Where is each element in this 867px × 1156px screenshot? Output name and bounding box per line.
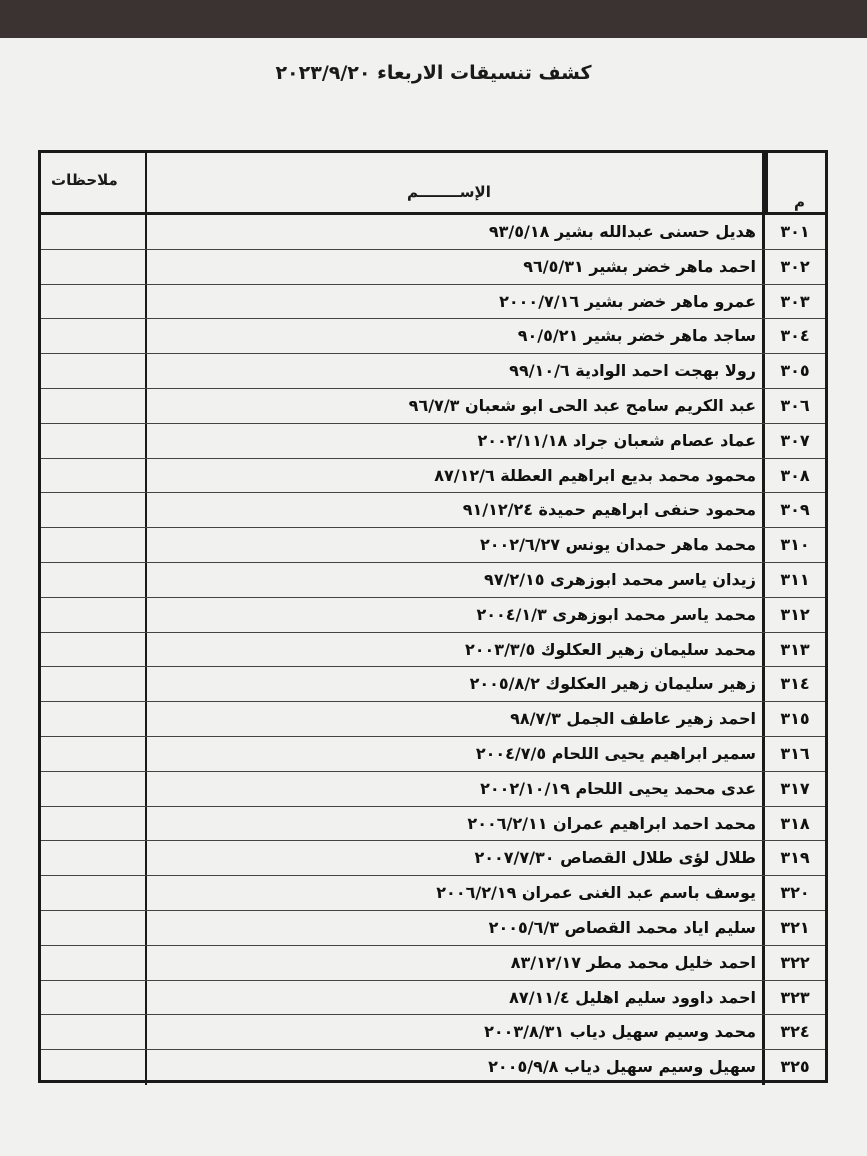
name-cell: محمود محمد بديع ابراهيم العطلة ٨٧/١٢/٦ (145, 459, 765, 493)
number-cell: ٣١٤ (780, 674, 810, 694)
table-row (41, 737, 825, 772)
name-cell: محمد احمد ابراهيم عمران ٢٠٠٦/٢/١١ (145, 807, 765, 841)
table-row (41, 702, 825, 737)
notes-cell (41, 667, 145, 701)
number-cell: ٣١٩ (780, 848, 810, 868)
notes-cell (41, 841, 145, 875)
table-row (41, 459, 825, 494)
notes-cell (41, 250, 145, 284)
names-table (38, 150, 828, 1083)
table-row (41, 424, 825, 459)
table-row (41, 528, 825, 563)
number-cell: ٣١٦ (780, 743, 810, 763)
table-row (41, 285, 825, 320)
name-cell: محمد سليمان زهير العكلوك ٢٠٠٣/٣/٥ (145, 633, 765, 667)
number-cell: ٣٠٤ (780, 326, 810, 346)
number-cell: ٣١٨ (780, 813, 810, 833)
notes-cell (41, 772, 145, 806)
name-cell: احمد ماهر خضر بشير ٩٦/٥/٣١ (145, 250, 765, 284)
table-row (41, 493, 825, 528)
name-cell: سليم اياد محمد القصاص ٢٠٠٥/٦/٣ (145, 911, 765, 945)
name-cell: محمد ماهر حمدان يونس ٢٠٠٢/٦/٢٧ (145, 528, 765, 562)
table-row (41, 563, 825, 598)
name-cell: احمد داوود سليم اهليل ٨٧/١١/٤ (145, 981, 765, 1015)
table-row (41, 319, 825, 354)
notes-cell (41, 215, 145, 249)
number-cell: ٣٠٨ (780, 465, 810, 485)
name-cell: محمود حنفى ابراهيم حميدة ٩١/١٢/٢٤ (145, 493, 765, 527)
table-row (41, 633, 825, 668)
notes-cell (41, 459, 145, 493)
notes-cell (41, 946, 145, 980)
table-row (41, 981, 825, 1016)
name-cell: ساجد ماهر خضر بشير ٩٠/٥/٢١ (145, 319, 765, 353)
number-cell: ٣٠٢ (780, 256, 810, 276)
name-cell: سمير ابراهيم يحيى اللحام ٢٠٠٤/٧/٥ (145, 737, 765, 771)
name-cell: زيدان ياسر محمد ابوزهرى ٩٧/٢/١٥ (145, 563, 765, 597)
notes-cell (41, 285, 145, 319)
table-row (41, 876, 825, 911)
name-cell: محمد وسيم سهيل دياب ٢٠٠٣/٨/٣١ (145, 1015, 765, 1049)
header-name-label: الإســــــــم (407, 183, 491, 201)
notes-cell (41, 493, 145, 527)
header-notes-label: ملاحظات (51, 171, 118, 189)
notes-cell (41, 876, 145, 910)
notes-cell (41, 702, 145, 736)
table-row (41, 667, 825, 702)
number-cell: ٣١١ (780, 569, 810, 589)
name-cell: هديل حسنى عبدالله بشير ٩٣/٥/١٨ (145, 215, 765, 249)
number-cell: ٣٠٩ (780, 500, 810, 520)
header-notes-cell (41, 153, 145, 212)
number-cell: ٣٠٥ (780, 361, 810, 381)
name-cell: عدى محمد يحيى اللحام ٢٠٠٢/١٠/١٩ (145, 772, 765, 806)
notes-cell (41, 354, 145, 388)
header-name-cell (145, 153, 765, 212)
table-header (41, 153, 825, 215)
notes-cell (41, 319, 145, 353)
header-num-label: م (794, 193, 805, 211)
table-row (41, 946, 825, 981)
notes-cell (41, 807, 145, 841)
name-cell: زهير سليمان زهير العكلوك ٢٠٠٥/٨/٢ (145, 667, 765, 701)
notes-cell (41, 1015, 145, 1049)
name-cell: عماد عصام شعبان جراد ٢٠٠٢/١١/١٨ (145, 424, 765, 458)
table-row (41, 598, 825, 633)
name-cell: عمرو ماهر خضر بشير ٢٠٠٠/٧/١٦ (145, 285, 765, 319)
notes-cell (41, 737, 145, 771)
number-cell: ٣١٥ (780, 709, 810, 729)
table-row (41, 250, 825, 285)
name-cell: رولا بهجت احمد الوادية ٩٩/١٠/٦ (145, 354, 765, 388)
number-cell: ٣٢٤ (780, 1022, 810, 1042)
table-row (41, 354, 825, 389)
number-cell: ٣٢٢ (780, 952, 810, 972)
table-row (41, 389, 825, 424)
number-cell: ٣١٧ (780, 778, 810, 798)
number-cell: ٣٠٦ (780, 395, 810, 415)
number-cell: ٣٢٥ (780, 1057, 810, 1077)
name-cell: طلال لؤى طلال القصاص ٢٠٠٧/٧/٣٠ (145, 841, 765, 875)
name-cell: يوسف باسم عبد الغنى عمران ٢٠٠٦/٢/١٩ (145, 876, 765, 910)
number-cell: ٣٢٠ (780, 883, 810, 903)
notes-cell (41, 598, 145, 632)
table-row (41, 772, 825, 807)
number-cell: ٣١٠ (780, 535, 810, 555)
number-cell: ٣٠١ (780, 222, 810, 241)
notes-cell (41, 911, 145, 945)
notes-cell (41, 389, 145, 423)
page-title: كشف تنسيقات الاربعاء ٢٠٢٣/٩/٢٠ (275, 62, 592, 84)
name-cell: محمد ياسر محمد ابوزهرى ٢٠٠٤/١/٣ (145, 598, 765, 632)
notes-cell (41, 1050, 145, 1085)
table-row (41, 911, 825, 946)
number-cell: ٣٠٧ (780, 430, 810, 450)
table-row (41, 215, 825, 250)
number-cell: ٣٢٣ (780, 987, 810, 1007)
table-row (41, 841, 825, 876)
table-row (41, 1015, 825, 1050)
number-cell: ٣٢١ (780, 917, 810, 937)
notes-cell (41, 563, 145, 597)
notes-cell (41, 633, 145, 667)
name-cell: سهيل وسيم سهيل دياب ٢٠٠٥/٩/٨ (145, 1050, 765, 1085)
name-cell: عبد الكريم سامح عبد الحى ابو شعبان ٩٦/٧/٣ (145, 389, 765, 423)
table-row (41, 807, 825, 842)
notes-cell (41, 528, 145, 562)
notes-cell (41, 424, 145, 458)
table-row (41, 1050, 825, 1085)
number-cell: ٣١٣ (780, 639, 810, 659)
number-cell: ٣١٢ (780, 604, 810, 624)
name-cell: احمد زهير عاطف الجمل ٩٨/٧/٣ (145, 702, 765, 736)
number-cell: ٣٠٣ (780, 291, 810, 311)
table-body (41, 215, 825, 1085)
header-num-cell (765, 153, 825, 212)
name-cell: احمد خليل محمد مطر ٨٣/١٢/١٧ (145, 946, 765, 980)
notes-cell (41, 981, 145, 1015)
